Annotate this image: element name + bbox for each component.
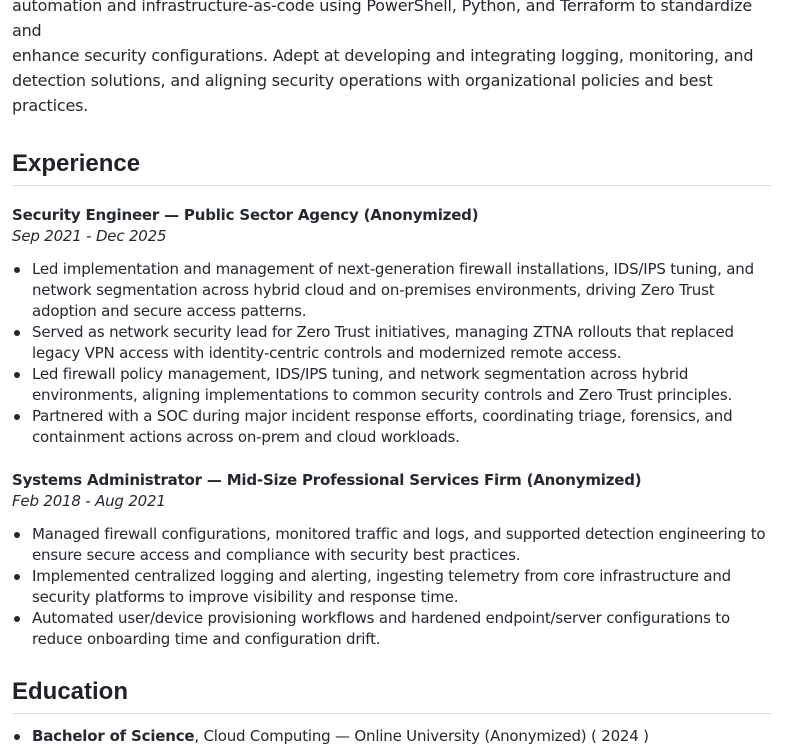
degree-name: Bachelor of Science [32, 727, 195, 745]
list-item [12, 566, 772, 608]
bullet-text: Implemented centralized logging and alerting, ingesting telemetry from core infrastructure and security platforms to improve visibility and response time. [32, 567, 731, 606]
bullet-icon [14, 574, 20, 580]
bullet-icon [14, 330, 20, 336]
bullet-text: Partnered with a SOC during major incident response efforts, coordinating triage, forensics, and containment actions across on-prem and cloud workloads. [32, 407, 733, 446]
job-title: Systems Administrator — Mid-Size Professional Services Firm (Anonymized) [12, 471, 642, 489]
job-entry [12, 205, 772, 448]
bullet-icon [14, 532, 20, 538]
education-list [12, 726, 772, 747]
summary-line: automation and infrastructure-as-code using PowerShell, Python, and Terraform to standardize and [12, 0, 752, 40]
bullet-text: Automated user/device provisioning workflows and hardened endpoint/server configurations to reduce onboarding time and configuration drift. [32, 609, 730, 648]
job-bullets [12, 524, 772, 650]
list-item [12, 524, 772, 566]
summary-line: detection solutions, and aligning security operations with organizational policies and best practices. [12, 71, 713, 115]
resume-page [12, 0, 772, 747]
summary-line: enhance security configurations. Adept at developing and integrating logging, monitoring, and [12, 46, 754, 65]
bullet-icon [14, 372, 20, 378]
bullet-text: Led implementation and management of next-generation firewall installations, IDS/IPS tuning, and network segmentation across hybrid cloud and on-premises environments, driving Zero Trust adoption and secure access patterns. [32, 260, 754, 320]
job-entry [12, 470, 772, 650]
list-item [12, 259, 772, 322]
bullet-icon [14, 734, 20, 740]
summary-paragraph [12, 0, 772, 118]
bullet-text: Served as network security lead for Zero Trust initiatives, managing ZTNA rollouts that replaced legacy VPN access with identity-centric controls and modernized remote access. [32, 323, 734, 362]
job-dates: Sep 2021 - Dec 2025 [12, 227, 167, 245]
job-title: Security Engineer — Public Sector Agency (Anonymized) [12, 206, 479, 224]
job-bullets [12, 259, 772, 448]
experience-heading: Experience [12, 149, 772, 186]
list-item [12, 726, 772, 747]
bullet-icon [14, 267, 20, 273]
bullet-text: Managed firewall configurations, monitored traffic and logs, and supported detection engineering to ensure secure access and compliance with security best practices. [32, 525, 766, 564]
education-heading: Education [12, 677, 772, 714]
list-item [12, 322, 772, 364]
bullet-icon [14, 616, 20, 622]
list-item [12, 364, 772, 406]
job-dates: Feb 2018 - Aug 2021 [12, 492, 166, 510]
bullet-text: Led firewall policy management, IDS/IPS tuning, and network segmentation across hybrid environments, aligning implementations to common security controls and Zero Trust principles. [32, 365, 733, 404]
list-item [12, 406, 772, 448]
list-item [12, 608, 772, 650]
bullet-icon [14, 414, 20, 420]
degree-details: , Cloud Computing — Online University (Anonymized) ( 2024 ) [194, 727, 649, 745]
